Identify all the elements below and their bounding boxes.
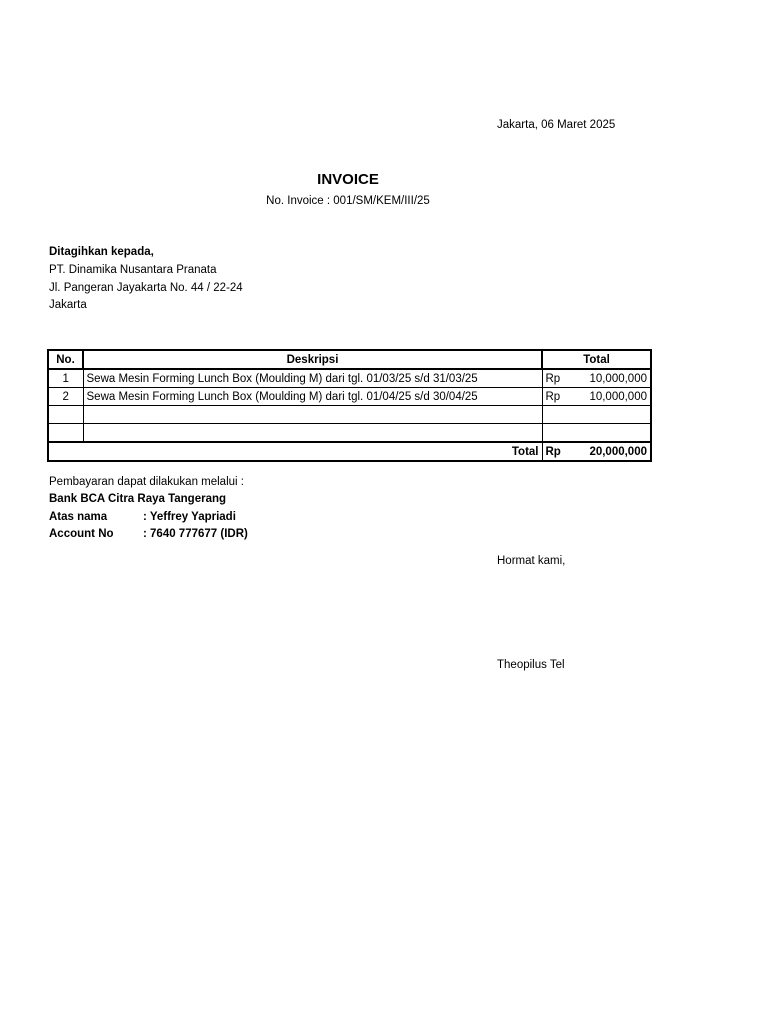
row-amount: 10,000,000 <box>573 369 651 388</box>
table-row <box>48 369 651 388</box>
row-description: Sewa Mesin Forming Lunch Box (Moulding M) dari tgl. 01/03/25 s/d 31/03/25 <box>83 369 542 388</box>
billed-company: PT. Dinamika Nusantara Pranata <box>49 264 217 276</box>
account-number-row <box>49 528 248 540</box>
row-no: 1 <box>48 369 83 388</box>
account-number-value: : 7640 777677 (IDR) <box>143 528 248 540</box>
table-row-empty <box>48 424 651 443</box>
invoice-date: Jakarta, 06 Maret 2025 <box>497 119 616 131</box>
table-total-row <box>48 442 651 461</box>
total-label: Total <box>48 442 542 461</box>
closing-regards: Hormat kami, <box>497 555 566 567</box>
billed-address: Jl. Pangeran Jayakarta No. 44 / 22-24 <box>49 282 243 294</box>
row-amount: 10,000,000 <box>573 388 651 406</box>
header-no: No. <box>48 350 83 369</box>
row-currency: Rp <box>542 388 573 406</box>
invoice-number: No. Invoice : 001/SM/KEM/III/25 <box>266 195 430 207</box>
row-no: 2 <box>48 388 83 406</box>
empty-cell <box>542 424 651 443</box>
signer-name: Theopilus Tel <box>497 659 565 671</box>
account-name-row <box>49 511 236 523</box>
header-total: Total <box>542 350 651 369</box>
table-row <box>48 388 651 406</box>
invoice-items-table <box>47 349 652 462</box>
empty-cell <box>48 424 83 443</box>
empty-cell <box>48 406 83 424</box>
total-amount: 20,000,000 <box>573 442 651 461</box>
empty-cell <box>542 406 651 424</box>
row-description: Sewa Mesin Forming Lunch Box (Moulding M) dari tgl. 01/04/25 s/d 30/04/25 <box>83 388 542 406</box>
empty-cell <box>83 424 542 443</box>
row-currency: Rp <box>542 369 573 388</box>
account-name-label: Atas nama <box>49 511 108 523</box>
header-description: Deskripsi <box>83 350 542 369</box>
empty-cell <box>83 406 542 424</box>
table-header-row <box>48 350 651 369</box>
billed-city: Jakarta <box>49 299 87 311</box>
table-row-empty <box>48 406 651 424</box>
account-number-label: Account No <box>49 528 114 540</box>
total-currency: Rp <box>542 442 573 461</box>
account-name-value: : Yeffrey Yapriadi <box>143 511 236 523</box>
invoice-title: INVOICE <box>317 171 379 188</box>
billed-to-heading: Ditagihkan kepada, <box>49 246 154 258</box>
payment-intro: Pembayaran dapat dilakukan melalui : <box>49 476 244 488</box>
payment-bank: Bank BCA Citra Raya Tangerang <box>49 493 227 505</box>
